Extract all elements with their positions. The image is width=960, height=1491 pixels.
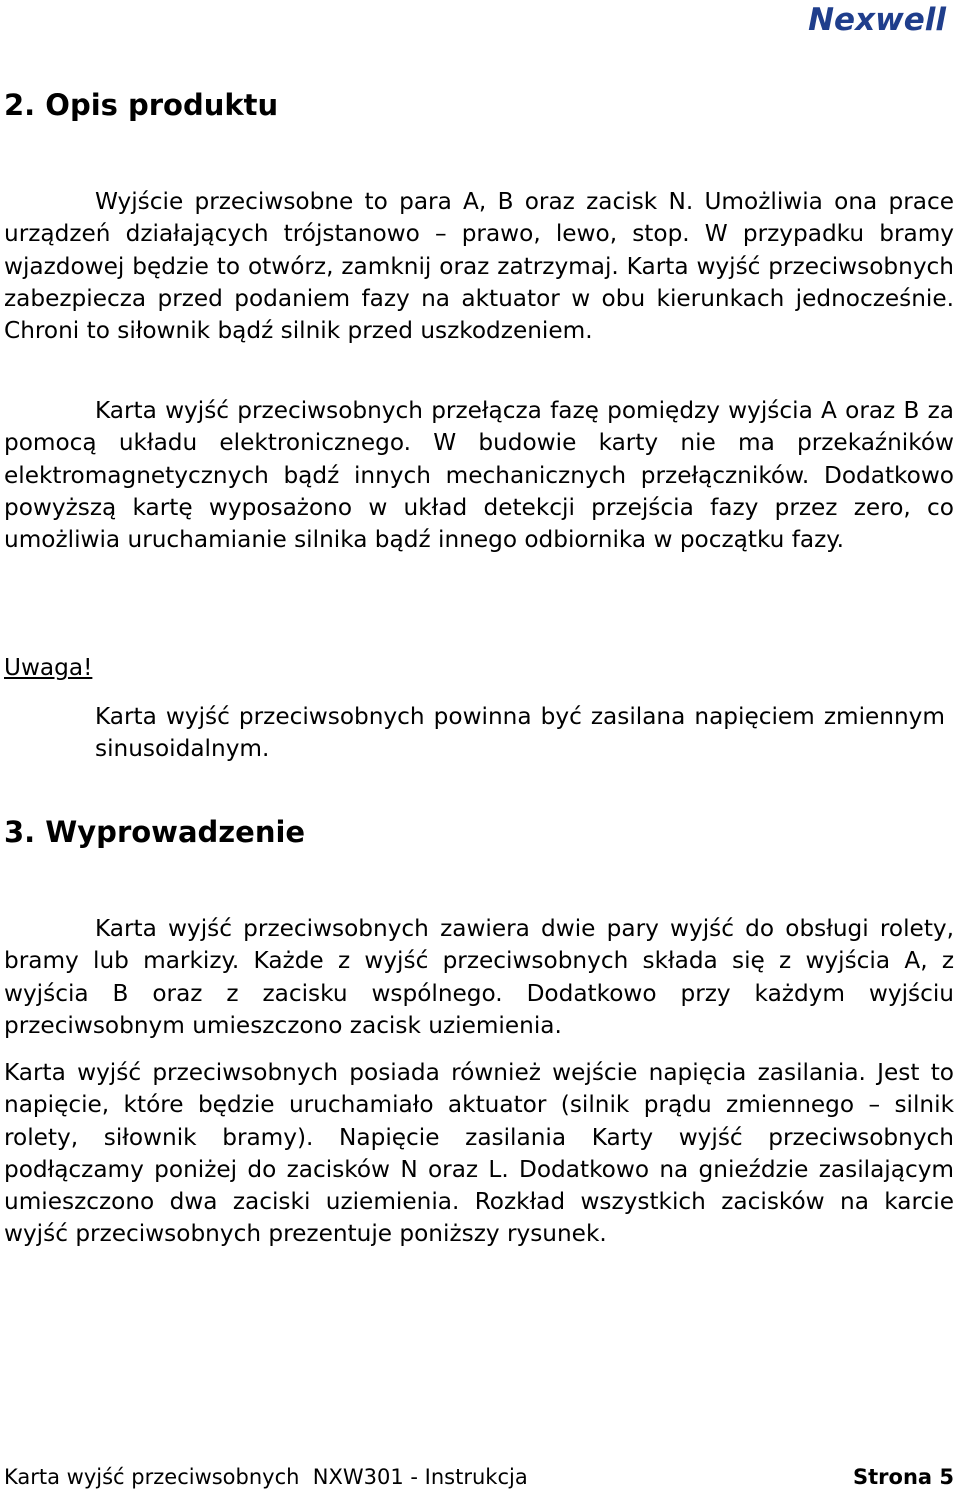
footer-document-title: Karta wyjść przeciwsobnych NXW301 - Instrukcja [4, 1465, 528, 1489]
section-2-heading: 2. Opis produktu [4, 88, 279, 122]
section-3-heading: 3. Wyprowadzenie [4, 815, 306, 849]
section-3-paragraph-2: Karta wyjść przeciwsobnych posiada również wejście napięcia zasilania. Jest to napięcie, które będzie uruchamiało aktuator (silnik prądu zmiennego – silnik rolety, siłownik bramy). Napięcie zasilania Karty wyjść przeciwsobnych podłączamy poniżej do zacisków N oraz L. Dodatkowo na gnieździe zasilającym umieszczono dwa zaciski uziemienia. Rozkład wszystkich zacisków na karcie wyjść przeciwsobnych prezentuje poniższy rysunek. [4, 1059, 954, 1248]
warning-label: Uwaga! [4, 654, 93, 681]
logo-text: Nexwell [808, 2, 946, 38]
section-2-paragraph-2: Karta wyjść przeciwsobnych przełącza fazę pomiędzy wyjścia A oraz B za pomocą układu elektronicznego. W budowie karty nie ma przekaźników elektromagnetycznych bądź innych mechanicznych przełączników. Dodatkowo powyższą kartę wyposażono w układ detekcji przejścia fazy przez zero, co umożliwia uruchamianie silnika bądź innego odbiornika w początku fazy. [4, 397, 954, 554]
nexwell-logo [808, 2, 946, 38]
section-3-paragraph-1: Karta wyjść przeciwsobnych zawiera dwie pary wyjść do obsługi rolety, bramy lub markizy. Każde z wyjść przeciwsobnych składa się z wyjścia A, z wyjścia B oraz z zacisku wspólnego. Dodatkowo przy każdym wyjściu przeciwsobnym umieszczono zacisk uziemienia. [4, 915, 954, 1039]
section-2-paragraph-1: Wyjście przeciwsobne to para A, B oraz zacisk N. Umożliwia ona prace urządzeń działających trójstanowo – prawo, lewo, stop. W przypadku bramy wjazdowej będzie to otwórz, zamknij oraz zatrzymaj. Karta wyjść przeciwsobnych zabezpiecza przed podaniem fazy na aktuator w obu kierunkach jednocześnie. Chroni to siłownik bądź silnik przed uszkodzeniem. [4, 188, 954, 345]
footer-page-number: Strona 5 [853, 1465, 954, 1489]
warning-text: Karta wyjść przeciwsobnych powinna być zasilana napięciem zmiennym sinusoidalnym. [95, 703, 945, 763]
